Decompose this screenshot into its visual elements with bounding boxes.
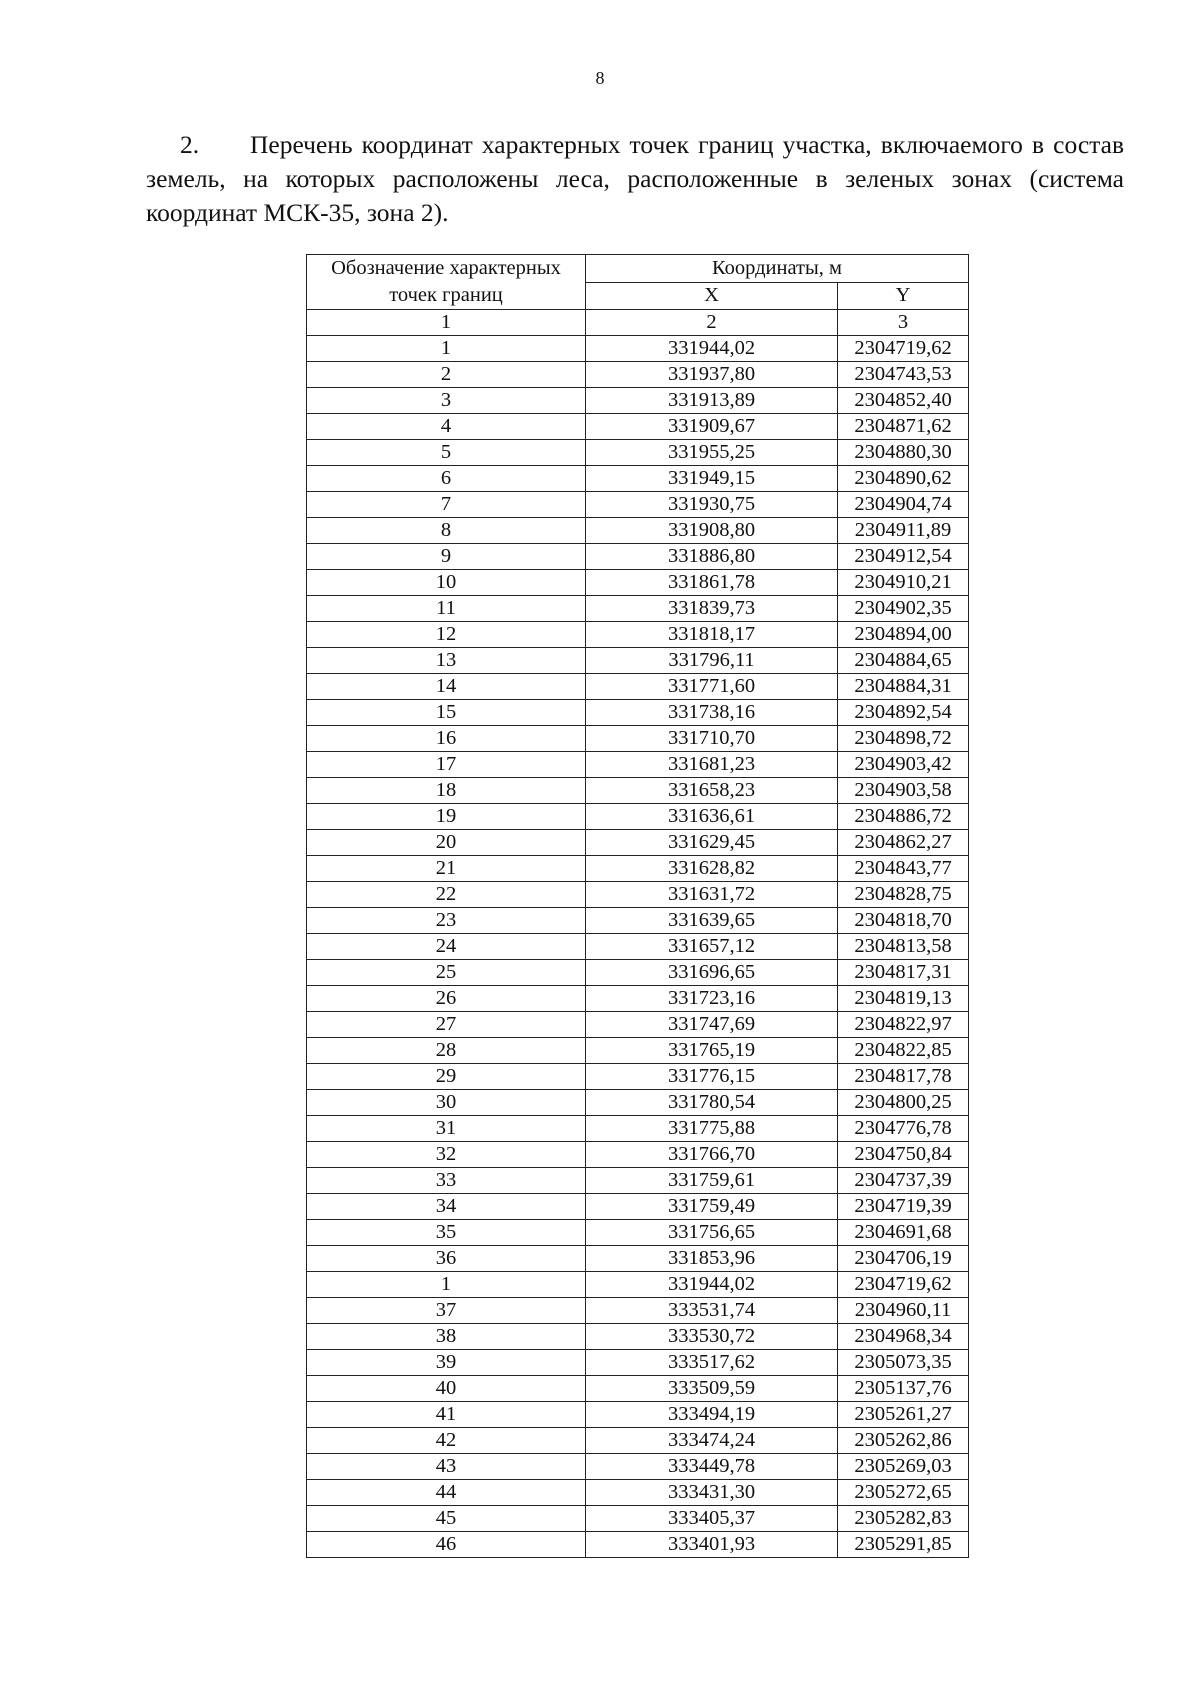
point-number-cell: 24 [307, 934, 586, 960]
x-coordinate-cell: 333474,24 [586, 1428, 838, 1454]
x-coordinate-cell: 331913,89 [586, 388, 838, 414]
table-row [307, 1220, 969, 1246]
x-coordinate-cell: 331738,16 [586, 700, 838, 726]
point-number-cell: 32 [307, 1142, 586, 1168]
point-number-cell: 43 [307, 1454, 586, 1480]
point-number-cell: 36 [307, 1246, 586, 1272]
y-coordinate-cell: 2304898,72 [838, 726, 969, 752]
table-row [307, 1428, 969, 1454]
x-coordinate-cell: 331639,65 [586, 908, 838, 934]
table-row [307, 466, 969, 492]
y-coordinate-cell: 2305272,65 [838, 1480, 969, 1506]
table-row [307, 1324, 969, 1350]
table-row [307, 1350, 969, 1376]
table-row [307, 726, 969, 752]
table-row [307, 1506, 969, 1532]
y-coordinate-cell: 2304817,78 [838, 1064, 969, 1090]
table-row [307, 518, 969, 544]
y-coordinate-cell: 2304892,54 [838, 700, 969, 726]
point-number-cell: 41 [307, 1402, 586, 1428]
x-coordinate-cell: 331759,49 [586, 1194, 838, 1220]
table-row [307, 804, 969, 830]
x-coordinate-cell: 333431,30 [586, 1480, 838, 1506]
table-row [307, 1038, 969, 1064]
y-coordinate-cell: 2304880,30 [838, 440, 969, 466]
y-coordinate-cell: 2304904,74 [838, 492, 969, 518]
x-coordinate-cell: 331780,54 [586, 1090, 838, 1116]
x-coordinate-cell: 331657,12 [586, 934, 838, 960]
x-coordinate-cell: 331766,70 [586, 1142, 838, 1168]
point-number-cell: 23 [307, 908, 586, 934]
table-row [307, 388, 969, 414]
x-coordinate-cell: 333509,59 [586, 1376, 838, 1402]
x-coordinate-cell: 331759,61 [586, 1168, 838, 1194]
point-number-cell: 35 [307, 1220, 586, 1246]
x-coordinate-cell: 333530,72 [586, 1324, 838, 1350]
point-number-cell: 9 [307, 544, 586, 570]
x-coordinate-cell: 331853,96 [586, 1246, 838, 1272]
y-coordinate-cell: 2304960,11 [838, 1298, 969, 1324]
point-number-cell: 1 [307, 336, 586, 362]
section-number: 2. [180, 130, 200, 159]
y-coordinate-cell: 2304871,62 [838, 414, 969, 440]
table-row [307, 778, 969, 804]
column-numbers-row [307, 310, 969, 336]
table-row [307, 1142, 969, 1168]
point-number-cell: 26 [307, 986, 586, 1012]
x-coordinate-cell: 333494,19 [586, 1402, 838, 1428]
table-row [307, 1246, 969, 1272]
x-coordinate-cell: 331908,80 [586, 518, 838, 544]
column-number: 3 [838, 310, 969, 336]
section-heading-text: Перечень координат характерных точек границ участка, включаемого в состав земель, на которых расположены леса, расположенные в зеленых зонах (система координат МСК-35, зона 2). [146, 130, 1124, 227]
y-coordinate-cell: 2304813,58 [838, 934, 969, 960]
table-row [307, 986, 969, 1012]
point-number-cell: 14 [307, 674, 586, 700]
table-row [307, 934, 969, 960]
y-coordinate-cell: 2304818,70 [838, 908, 969, 934]
table-row [307, 1194, 969, 1220]
header-row [307, 255, 969, 283]
table-row [307, 648, 969, 674]
table-row [307, 908, 969, 934]
point-number-cell: 11 [307, 596, 586, 622]
y-coordinate-cell: 2304886,72 [838, 804, 969, 830]
section-heading [146, 128, 1124, 230]
point-number-cell: 45 [307, 1506, 586, 1532]
point-number-cell: 17 [307, 752, 586, 778]
x-coordinate-cell: 331930,75 [586, 492, 838, 518]
x-coordinate-cell: 331886,80 [586, 544, 838, 570]
table-row [307, 882, 969, 908]
x-coordinate-cell: 333401,93 [586, 1532, 838, 1558]
x-coordinate-cell: 331949,15 [586, 466, 838, 492]
point-number-cell: 34 [307, 1194, 586, 1220]
point-number-cell: 5 [307, 440, 586, 466]
x-coordinate-cell: 331681,23 [586, 752, 838, 778]
point-number-cell: 28 [307, 1038, 586, 1064]
point-number-cell: 30 [307, 1090, 586, 1116]
point-number-cell: 13 [307, 648, 586, 674]
x-coordinate-cell: 331636,61 [586, 804, 838, 830]
y-coordinate-cell: 2304819,13 [838, 986, 969, 1012]
column-number: 2 [586, 310, 838, 336]
column-number: 1 [307, 310, 586, 336]
y-coordinate-cell: 2304822,97 [838, 1012, 969, 1038]
y-coordinate-cell: 2304884,31 [838, 674, 969, 700]
point-number-cell: 29 [307, 1064, 586, 1090]
table-row [307, 414, 969, 440]
header-coordinates: Координаты, м [586, 255, 969, 283]
point-number-cell: 21 [307, 856, 586, 882]
point-number-cell: 2 [307, 362, 586, 388]
y-coordinate-cell: 2304719,39 [838, 1194, 969, 1220]
point-number-cell: 6 [307, 466, 586, 492]
x-coordinate-cell: 331756,65 [586, 1220, 838, 1246]
table-body [307, 336, 969, 1558]
x-coordinate-cell: 333517,62 [586, 1350, 838, 1376]
x-coordinate-cell: 331747,69 [586, 1012, 838, 1038]
table-row [307, 622, 969, 648]
y-coordinate-cell: 2304843,77 [838, 856, 969, 882]
point-number-cell: 19 [307, 804, 586, 830]
x-coordinate-cell: 333405,37 [586, 1506, 838, 1532]
page-number: 8 [595, 68, 605, 88]
point-number-cell: 22 [307, 882, 586, 908]
y-coordinate-cell: 2304706,19 [838, 1246, 969, 1272]
table-row [307, 492, 969, 518]
point-number-cell: 40 [307, 1376, 586, 1402]
y-coordinate-cell: 2305291,85 [838, 1532, 969, 1558]
table-row [307, 440, 969, 466]
table-row [307, 752, 969, 778]
table-row [307, 596, 969, 622]
header-x: X [586, 282, 838, 310]
header-points: Обозначение характерных точек границ [307, 255, 586, 310]
y-coordinate-cell: 2304968,34 [838, 1324, 969, 1350]
table-row [307, 856, 969, 882]
x-coordinate-cell: 331771,60 [586, 674, 838, 700]
y-coordinate-cell: 2304691,68 [838, 1220, 969, 1246]
y-coordinate-cell: 2304910,21 [838, 570, 969, 596]
x-coordinate-cell: 331839,73 [586, 596, 838, 622]
x-coordinate-cell: 331723,16 [586, 986, 838, 1012]
table-row [307, 544, 969, 570]
point-number-cell: 20 [307, 830, 586, 856]
point-number-cell: 33 [307, 1168, 586, 1194]
table-row [307, 570, 969, 596]
x-coordinate-cell: 331776,15 [586, 1064, 838, 1090]
x-coordinate-cell: 331696,65 [586, 960, 838, 986]
x-coordinate-cell: 331818,17 [586, 622, 838, 648]
y-coordinate-cell: 2304719,62 [838, 336, 969, 362]
x-coordinate-cell: 331937,80 [586, 362, 838, 388]
point-number-cell: 15 [307, 700, 586, 726]
table-row [307, 1168, 969, 1194]
y-coordinate-cell: 2305137,76 [838, 1376, 969, 1402]
point-number-cell: 37 [307, 1298, 586, 1324]
y-coordinate-cell: 2305269,03 [838, 1454, 969, 1480]
y-coordinate-cell: 2304743,53 [838, 362, 969, 388]
y-coordinate-cell: 2304903,42 [838, 752, 969, 778]
y-coordinate-cell: 2304902,35 [838, 596, 969, 622]
y-coordinate-cell: 2304911,89 [838, 518, 969, 544]
point-number-cell: 4 [307, 414, 586, 440]
point-number-cell: 7 [307, 492, 586, 518]
point-number-cell: 38 [307, 1324, 586, 1350]
x-coordinate-cell: 333449,78 [586, 1454, 838, 1480]
y-coordinate-cell: 2304750,84 [838, 1142, 969, 1168]
table-row [307, 830, 969, 856]
table-row [307, 1402, 969, 1428]
header-y: Y [838, 282, 969, 310]
point-number-cell: 27 [307, 1012, 586, 1038]
table-row [307, 1376, 969, 1402]
y-coordinate-cell: 2304822,85 [838, 1038, 969, 1064]
table-row [307, 674, 969, 700]
point-number-cell: 25 [307, 960, 586, 986]
point-number-cell: 12 [307, 622, 586, 648]
table-row [307, 1064, 969, 1090]
x-coordinate-cell: 331710,70 [586, 726, 838, 752]
point-number-cell: 44 [307, 1480, 586, 1506]
point-number-cell: 42 [307, 1428, 586, 1454]
table-row [307, 362, 969, 388]
table-row [307, 1012, 969, 1038]
y-coordinate-cell: 2304912,54 [838, 544, 969, 570]
point-number-cell: 10 [307, 570, 586, 596]
y-coordinate-cell: 2304828,75 [838, 882, 969, 908]
x-coordinate-cell: 331628,82 [586, 856, 838, 882]
x-coordinate-cell: 331631,72 [586, 882, 838, 908]
y-coordinate-cell: 2305261,27 [838, 1402, 969, 1428]
y-coordinate-cell: 2304903,58 [838, 778, 969, 804]
table-row [307, 960, 969, 986]
y-coordinate-cell: 2305282,83 [838, 1506, 969, 1532]
y-coordinate-cell: 2304852,40 [838, 388, 969, 414]
coordinates-table [306, 254, 969, 1558]
point-number-cell: 46 [307, 1532, 586, 1558]
x-coordinate-cell: 331775,88 [586, 1116, 838, 1142]
y-coordinate-cell: 2304862,27 [838, 830, 969, 856]
point-number-cell: 8 [307, 518, 586, 544]
y-coordinate-cell: 2304719,62 [838, 1272, 969, 1298]
x-coordinate-cell: 331658,23 [586, 778, 838, 804]
y-coordinate-cell: 2304817,31 [838, 960, 969, 986]
table-row [307, 336, 969, 362]
point-number-cell: 16 [307, 726, 586, 752]
x-coordinate-cell: 331944,02 [586, 1272, 838, 1298]
table-row [307, 1090, 969, 1116]
y-coordinate-cell: 2304890,62 [838, 466, 969, 492]
point-number-cell: 1 [307, 1272, 586, 1298]
y-coordinate-cell: 2304800,25 [838, 1090, 969, 1116]
y-coordinate-cell: 2304737,39 [838, 1168, 969, 1194]
table-row [307, 1532, 969, 1558]
table-row [307, 1298, 969, 1324]
y-coordinate-cell: 2304894,00 [838, 622, 969, 648]
table-row [307, 1272, 969, 1298]
x-coordinate-cell: 331909,67 [586, 414, 838, 440]
point-number-cell: 18 [307, 778, 586, 804]
x-coordinate-cell: 331944,02 [586, 336, 838, 362]
x-coordinate-cell: 331861,78 [586, 570, 838, 596]
point-number-cell: 39 [307, 1350, 586, 1376]
table-row [307, 1116, 969, 1142]
x-coordinate-cell: 333531,74 [586, 1298, 838, 1324]
x-coordinate-cell: 331796,11 [586, 648, 838, 674]
y-coordinate-cell: 2305073,35 [838, 1350, 969, 1376]
x-coordinate-cell: 331765,19 [586, 1038, 838, 1064]
table-row [307, 700, 969, 726]
point-number-cell: 3 [307, 388, 586, 414]
y-coordinate-cell: 2305262,86 [838, 1428, 969, 1454]
y-coordinate-cell: 2304776,78 [838, 1116, 969, 1142]
x-coordinate-cell: 331629,45 [586, 830, 838, 856]
table-row [307, 1480, 969, 1506]
x-coordinate-cell: 331955,25 [586, 440, 838, 466]
table-row [307, 1454, 969, 1480]
point-number-cell: 31 [307, 1116, 586, 1142]
y-coordinate-cell: 2304884,65 [838, 648, 969, 674]
